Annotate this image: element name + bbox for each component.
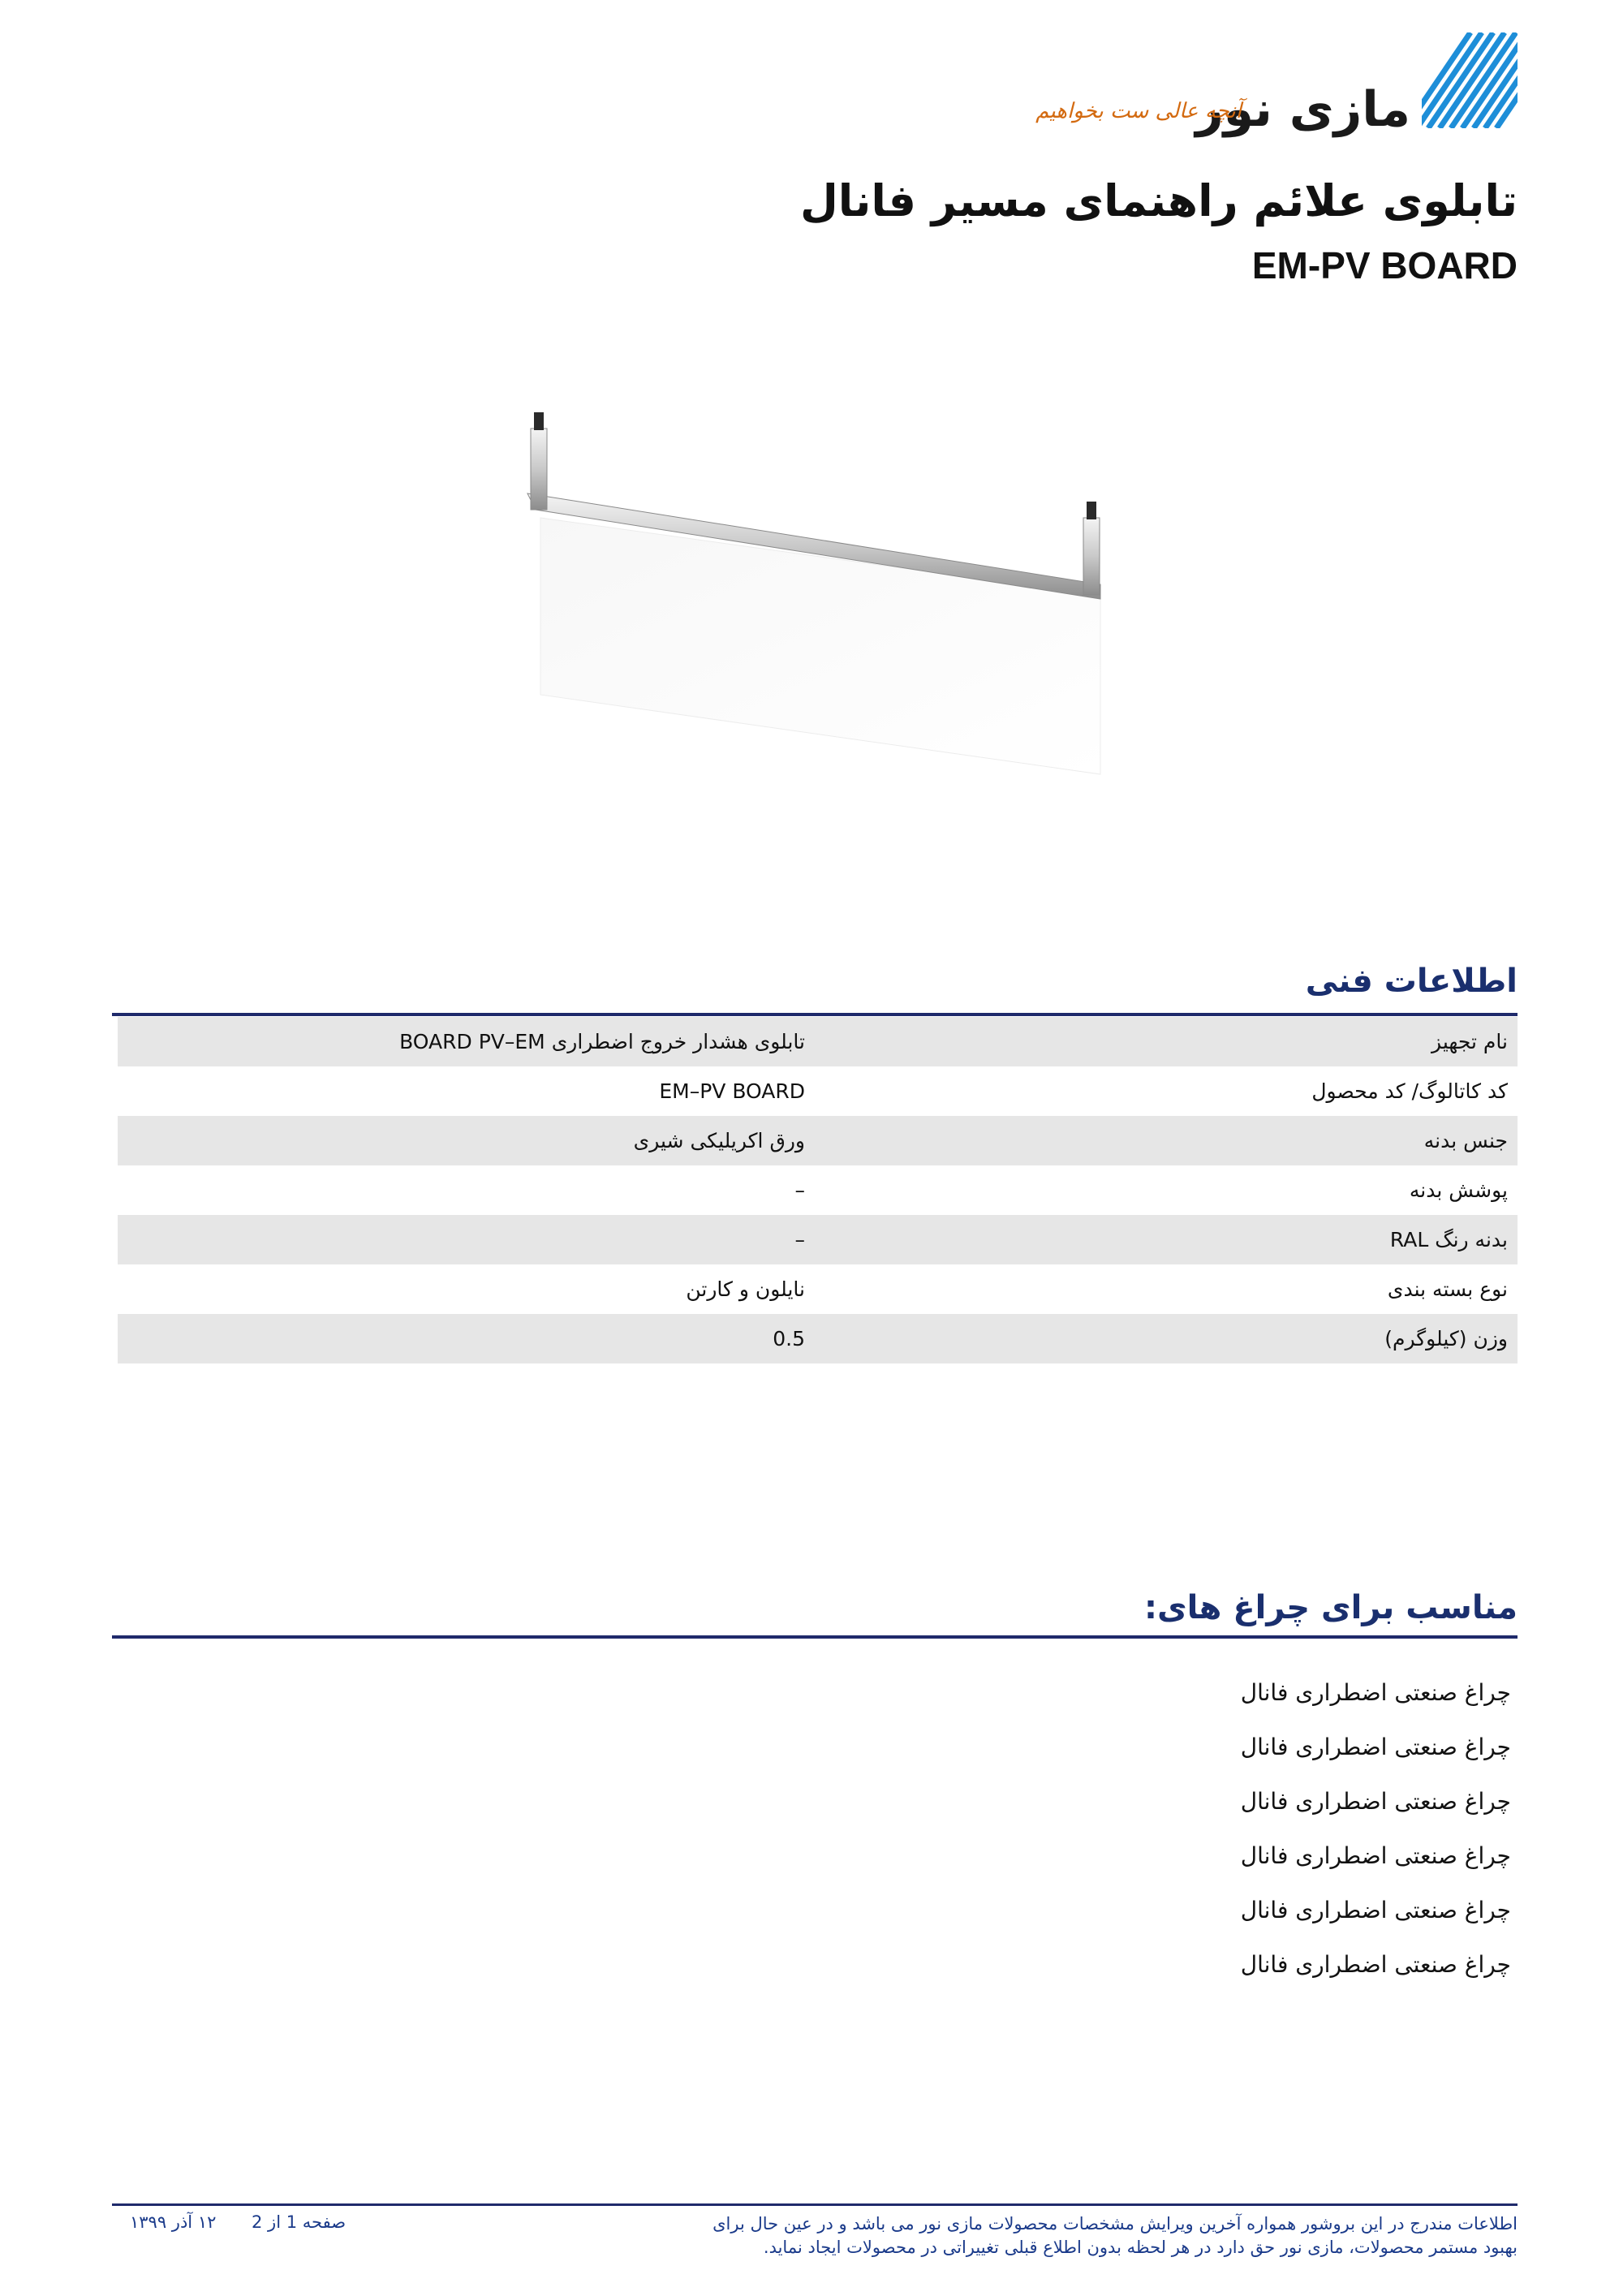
specs-divider [112,1013,1518,1016]
spec-row-equipment-name [118,1017,1518,1066]
suitable-divider [112,1635,1518,1639]
suitable-heading: مناسب برای چراغ های: [1144,1589,1518,1626]
spec-row-body-coating [118,1165,1518,1215]
spec-value: نایلون و کارتن [686,1277,805,1301]
brand-logo-icon [1422,32,1518,128]
spec-value: – [794,1178,805,1202]
spec-label: نوع بسته بندی [1387,1277,1508,1301]
suitable-list-item: چراغ صنعتی اضطراری فانال [1240,1734,1511,1760]
product-title-en: EM-PV BOARD [1251,244,1518,286]
spec-value: تابلوی هشدار خروج اضطراری BOARD PV–EM [399,1030,805,1053]
spec-label: وزن (کیلوگرم) [1384,1327,1508,1350]
spec-row-packaging [118,1264,1518,1314]
suitable-list-item: چراغ صنعتی اضطراری فانال [1240,1788,1511,1815]
specs-heading: اطلاعات فنی [1305,963,1518,1000]
spec-value: – [794,1228,805,1251]
spec-row-weight [118,1314,1518,1363]
spec-label: جنس بدنه [1423,1129,1508,1152]
suitable-list-item: چراغ صنعتی اضطراری فانال [1240,1679,1511,1706]
spec-label: نام تجهیز [1431,1030,1508,1053]
footer-divider [112,2203,1518,2206]
spec-row-ral-color [118,1215,1518,1264]
page-number: صفحه 1 از 2 [252,2212,347,2232]
spec-label: کد کاتالوگ/ کد محصول [1311,1079,1508,1103]
suitable-list-item: چراغ صنعتی اضطراری فانال [1240,1842,1511,1869]
document-date: ۱۲ آذر ۱۳۹۹ [130,2212,217,2232]
specs-table [118,1017,1518,1363]
brand-name: مازی نور [1195,81,1410,138]
footer-disclaimer: اطلاعات مندرج در این بروشور همواره آخرین ویرایش مشخصات محصولات مازی نور می باشد و در عین حال برای بهبود مستمر محصولات، مازی نور حق دارد در هر لحظه بدون اطلاع قبلی تغییراتی در محصولات ایجاد نماید. [712,2214,1518,2257]
spec-value: 0.5 [773,1327,805,1350]
suitable-list-item: چراغ صنعتی اضطراری فانال [1240,1897,1511,1923]
spec-label: بدنه رنگ RAL [1389,1228,1508,1251]
product-title-fa: تابلوی علائم راهنمای مسیر فانال [799,175,1518,226]
brand-tagline: آنچه عالی ست بخواهیم [1035,99,1242,123]
spec-row-body-material [118,1116,1518,1165]
suitable-list-item: چراغ صنعتی اضطراری فانال [1240,1951,1511,1978]
spec-value: ورق اکریلیکی شیری [633,1129,805,1152]
spec-label: پوشش بدنه [1409,1178,1508,1202]
product-image [511,404,1128,786]
spec-value: EM–PV BOARD [659,1079,805,1103]
spec-row-catalog-code [118,1066,1518,1116]
suitable-list [1241,1665,1511,1992]
